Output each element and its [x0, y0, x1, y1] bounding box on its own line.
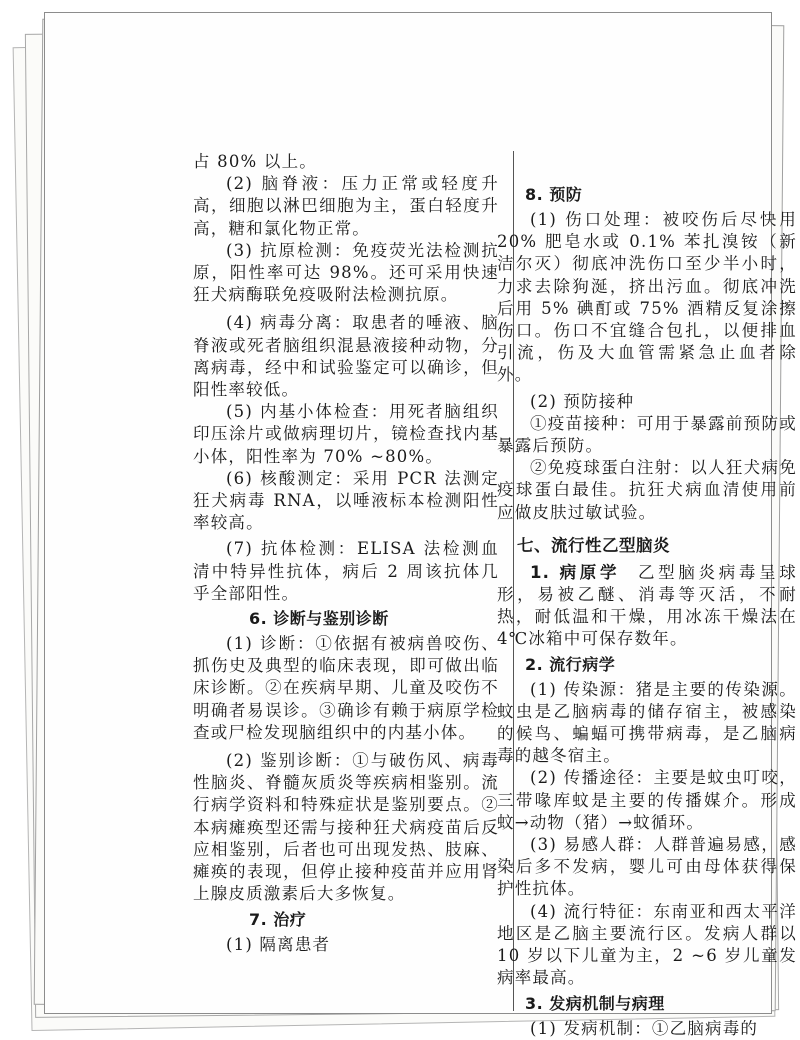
paragraph: ①疫苗接种：可用于暴露前预防或暴露后预防。 [497, 413, 797, 456]
section-heading: 6. 诊断与鉴别诊断 [249, 609, 389, 629]
paragraph: (4) 流行特征：东南亚和西太平洋地区是乙脑主要流行区。发病人群以 10 岁以下儿童为主，2 ~6 岁儿童发病率最高。 [497, 901, 797, 988]
paragraph: (1) 隔离患者 [226, 934, 331, 954]
paragraph-text: 乙型脑炎病毒呈球形，易被乙醚、消毒等灭活，不耐热，耐低温和干燥，用冰冻干燥法在 4℃冰箱中可保存数年。 [497, 562, 797, 649]
paragraph: (2) 预防接种 [530, 391, 635, 411]
paragraph: (2) 鉴别诊断：①与破伤风、病毒性脑炎、脊髓灰质炎等疾病相鉴别。流行病学资料和特殊症状是鉴别要点。②本病瘫痪型还需与接种狂犬病疫苗后反应相鉴别，后者也可出现发热、肢麻、瘫痪的表现，但停止接种疫苗并应用肾上腺皮质激素后大多恢复。 [193, 751, 499, 904]
paragraph: (4) 病毒分离：取患者的唾液、脑脊液或死者脑组织混悬液接种动物，分离病毒，经中和试验鉴定可以确诊，但阳性率较低。 [193, 313, 499, 400]
subsection-heading: 1. 病原学 [530, 562, 621, 582]
paragraph: (3) 抗原检测：免疫荧光法检测抗原，阳性率可达 98%。还可采用快速狂犬病酶联免疫吸附法检测抗原。 [193, 240, 499, 305]
paragraph [497, 562, 797, 651]
book-page [44, 12, 797, 1038]
section-heading: 2. 流行病学 [525, 654, 616, 674]
paragraph: (5) 内基小体检查：用死者脑组织印压涂片或做病理切片，镜检查找内基小体，阳性率为 70% ~80%。 [193, 402, 499, 466]
chapter-heading: 七、流行性乙型脑炎 [517, 535, 670, 555]
right-column [497, 181, 797, 1038]
section-heading: 3. 发病机制与病理 [525, 993, 665, 1013]
paragraph: (1) 传染源：猪是主要的传染源。蚊虫是乙脑病毒的储存宿主，被感染的候鸟、蝙蝠可携带病毒，是乙脑病毒的越冬宿主。 [497, 679, 797, 766]
paragraph: 占 80% 以上。 [193, 152, 317, 171]
paragraph: (7) 抗体检测：ELISA 法检测血清中特异性抗体，病后 2 周该抗体几乎全部阳性。 [193, 539, 499, 603]
paragraph: (2) 脑脊液：压力正常或轻度升高，细胞以淋巴细胞为主，蛋白轻度升高，糖和氯化物正常。 [193, 174, 499, 238]
left-column [193, 151, 499, 952]
paragraph: (3) 易感人群：人群普遍易感，感染后多不发病，婴儿可由母体获得保护性抗体。 [497, 835, 797, 899]
paragraph: (1) 发病机制：①乙脑病毒的 [530, 1018, 759, 1038]
section-heading: 7. 治疗 [249, 909, 307, 929]
paragraph: (6) 核酸测定：采用 PCR 法测定狂犬病毒 RNA，以唾液标本检测阳性率较高。 [193, 468, 499, 533]
paragraph: (1) 诊断：①依据有被病兽咬伤、抓伤史及典型的临床表现，即可做出临床诊断。②在疾病早期、儿童及咬伤不明确者易误诊。③确诊有赖于病原学检查或尸检发现脑组织中的内基小体。 [193, 634, 499, 742]
section-heading: 8. 预防 [525, 185, 583, 204]
paragraph: (2) 传播途径：主要是蚊虫叮咬，三带喙库蚊是主要的传播媒介。形成蚊→动物（猪）→蚊循环。 [497, 768, 797, 832]
paragraph: ②免疫球蛋白注射：以人狂犬病免疫球蛋白最佳。抗狂犬病血清使用前应做皮肤过敏试验。 [497, 458, 797, 522]
paragraph: (1) 伤口处理：被咬伤后尽快用 20% 肥皂水或 0.1% 苯扎溴铵（新洁尔灭）彻底冲洗伤口至少半小时，力求去除狗涎，挤出污血。彻底冲洗后用 5% 碘酊或 75% 酒精反复涂擦伤口。伤口不宜缝合包扎，以便排血引流，伤及大血管需紧急止血者除外。 [497, 210, 797, 385]
